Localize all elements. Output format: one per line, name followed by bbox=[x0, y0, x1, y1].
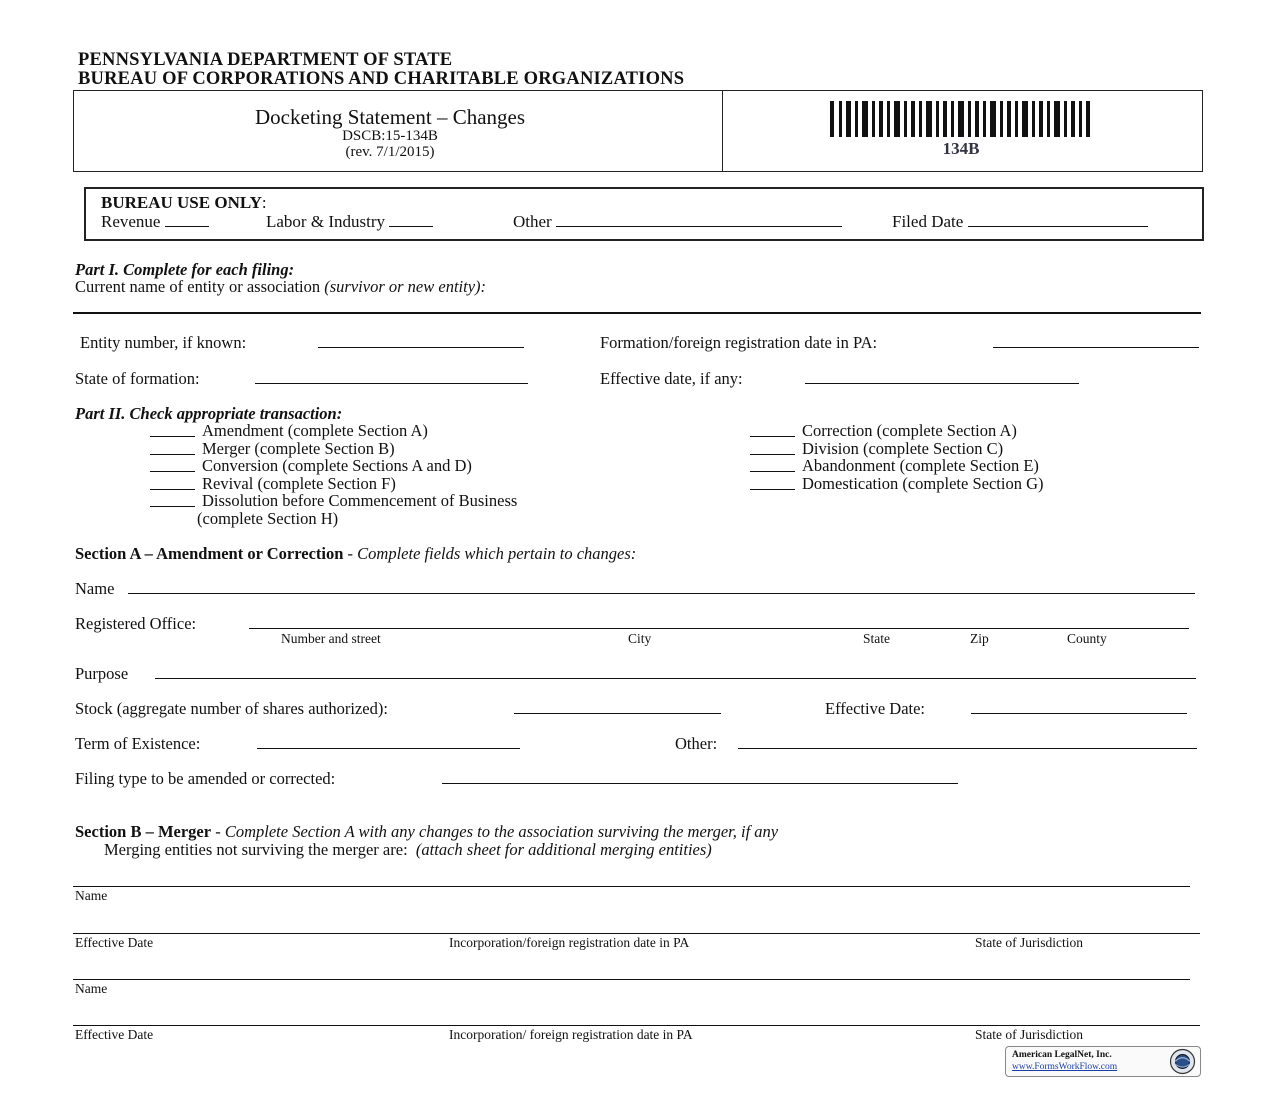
registered-office-field[interactable] bbox=[249, 628, 1189, 629]
address-state-label: State bbox=[863, 631, 890, 646]
current-name-field[interactable] bbox=[73, 312, 1201, 314]
stock-field[interactable] bbox=[514, 713, 721, 714]
section-a-heading: Section A – Amendment or Correction - Complete fields which pertain to changes: bbox=[75, 544, 637, 563]
merging-entity-1-incorp-label: Incorporation/foreign registration date in PA bbox=[449, 935, 690, 950]
option-merger: Merger (complete Section B) bbox=[202, 439, 395, 458]
section-a-other-label: Other: bbox=[675, 734, 718, 753]
formation-date-field[interactable] bbox=[993, 347, 1199, 348]
current-name-label: Current name of entity or association (survivor or new entity): bbox=[75, 277, 487, 296]
footer-badge bbox=[1005, 1046, 1201, 1077]
correction-checkbox[interactable] bbox=[750, 436, 795, 437]
stock-label: Stock (aggregate number of shares authorized): bbox=[75, 699, 388, 718]
option-division: Division (complete Section C) bbox=[802, 439, 1004, 458]
effective-date-label: Effective date, if any: bbox=[600, 369, 743, 388]
section-a-name-field[interactable] bbox=[128, 593, 1195, 594]
filing-type-label: Filing type to be amended or corrected: bbox=[75, 769, 336, 788]
address-county-label: County bbox=[1067, 631, 1107, 646]
abandonment-checkbox[interactable] bbox=[750, 471, 795, 472]
bureau-revenue: Revenue bbox=[101, 212, 209, 232]
filing-type-field[interactable] bbox=[442, 783, 958, 784]
term-field[interactable] bbox=[257, 748, 520, 749]
purpose-label: Purpose bbox=[75, 664, 129, 683]
bureau-other: Other bbox=[513, 212, 842, 232]
part1-heading: Part I. Complete for each filing: bbox=[75, 260, 295, 279]
entity-number-field[interactable] bbox=[318, 347, 524, 348]
option-amendment: Amendment (complete Section A) bbox=[202, 421, 428, 440]
registered-office-label: Registered Office: bbox=[75, 614, 197, 633]
address-street-label: Number and street bbox=[281, 631, 381, 646]
section-a-effective-date-label: Effective Date: bbox=[825, 699, 926, 718]
form-revision: (rev. 7/1/2015) bbox=[345, 144, 435, 160]
barcode bbox=[830, 101, 1092, 139]
option-correction: Correction (complete Section A) bbox=[802, 421, 1017, 440]
merging-entity-2-details-field[interactable] bbox=[73, 1025, 1200, 1026]
conversion-checkbox[interactable] bbox=[150, 471, 195, 472]
section-a-other-field[interactable] bbox=[738, 748, 1197, 749]
merging-entity-1-details-field[interactable] bbox=[73, 933, 1200, 934]
title-box-divider bbox=[722, 91, 723, 171]
address-zip-label: Zip bbox=[970, 631, 989, 646]
bureau-title: BUREAU OF CORPORATIONS AND CHARITABLE ORGANIZATIONS bbox=[78, 69, 685, 89]
merging-entity-2-name-label: Name bbox=[75, 981, 108, 996]
purpose-field[interactable] bbox=[155, 678, 1196, 679]
bureau-filed-date: Filed Date bbox=[892, 212, 1148, 232]
section-a-name-label: Name bbox=[75, 579, 115, 598]
part2-heading: Part II. Check appropriate transaction: bbox=[75, 404, 343, 423]
section-a-effective-date-field[interactable] bbox=[971, 713, 1187, 714]
form-title: Docketing Statement – Changes bbox=[254, 105, 526, 129]
state-of-formation-field[interactable] bbox=[255, 383, 528, 384]
division-checkbox[interactable] bbox=[750, 454, 795, 455]
section-b-heading: Section B – Merger - Complete Section A with any changes to the association surviving the merger, if any bbox=[75, 822, 779, 841]
merging-entity-2-name-field[interactable] bbox=[73, 979, 1190, 980]
merging-entity-1-name-label: Name bbox=[75, 888, 108, 903]
merger-checkbox[interactable] bbox=[150, 454, 195, 455]
merging-entity-1-state-label: State of Jurisdiction bbox=[975, 935, 1083, 950]
merging-entities-text: Merging entities not surviving the merger are: (attach sheet for additional merging entities) bbox=[104, 840, 712, 859]
merging-entity-1-effective-label: Effective Date bbox=[75, 935, 154, 950]
agency-title: PENNSYLVANIA DEPARTMENT OF STATE bbox=[78, 50, 453, 70]
option-conversion: Conversion (complete Sections A and D) bbox=[202, 456, 472, 475]
option-domestication: Domestication (complete Section G) bbox=[802, 474, 1044, 493]
merging-entity-2-effective-label: Effective Date bbox=[75, 1027, 154, 1042]
merging-entity-2-state-label: State of Jurisdiction bbox=[975, 1027, 1083, 1042]
globe-logo-icon bbox=[1169, 1048, 1196, 1075]
address-city-label: City bbox=[628, 631, 652, 646]
option-dissolution: Dissolution before Commencement of Business bbox=[202, 491, 518, 510]
option-dissolution-continued: (complete Section H) bbox=[197, 509, 339, 528]
option-revival: Revival (complete Section F) bbox=[202, 474, 396, 493]
effective-date-field[interactable] bbox=[805, 383, 1079, 384]
bureau-labor: Labor & Industry bbox=[266, 212, 433, 232]
domestication-checkbox[interactable] bbox=[750, 489, 795, 490]
merging-entity-1-name-field[interactable] bbox=[73, 886, 1190, 887]
barcode-text: 134B bbox=[942, 139, 980, 158]
revival-checkbox[interactable] bbox=[150, 489, 195, 490]
footer-company: American LegalNet, Inc. bbox=[1012, 1050, 1112, 1060]
entity-number-label: Entity number, if known: bbox=[80, 333, 247, 352]
merging-entity-2-incorp-label: Incorporation/ foreign registration date in PA bbox=[449, 1027, 693, 1042]
footer-url-link[interactable]: www.FormsWorkFlow.com bbox=[1012, 1062, 1118, 1072]
formation-date-label: Formation/foreign registration date in PA: bbox=[600, 333, 878, 352]
dissolution-checkbox[interactable] bbox=[150, 506, 195, 507]
form-number: DSCB:15-134B bbox=[342, 128, 438, 144]
amendment-checkbox[interactable] bbox=[150, 436, 195, 437]
state-of-formation-label: State of formation: bbox=[75, 369, 200, 388]
option-abandonment: Abandonment (complete Section E) bbox=[802, 456, 1039, 475]
bureau-use-heading: BUREAU USE ONLY: bbox=[101, 193, 267, 212]
term-label: Term of Existence: bbox=[75, 734, 201, 753]
